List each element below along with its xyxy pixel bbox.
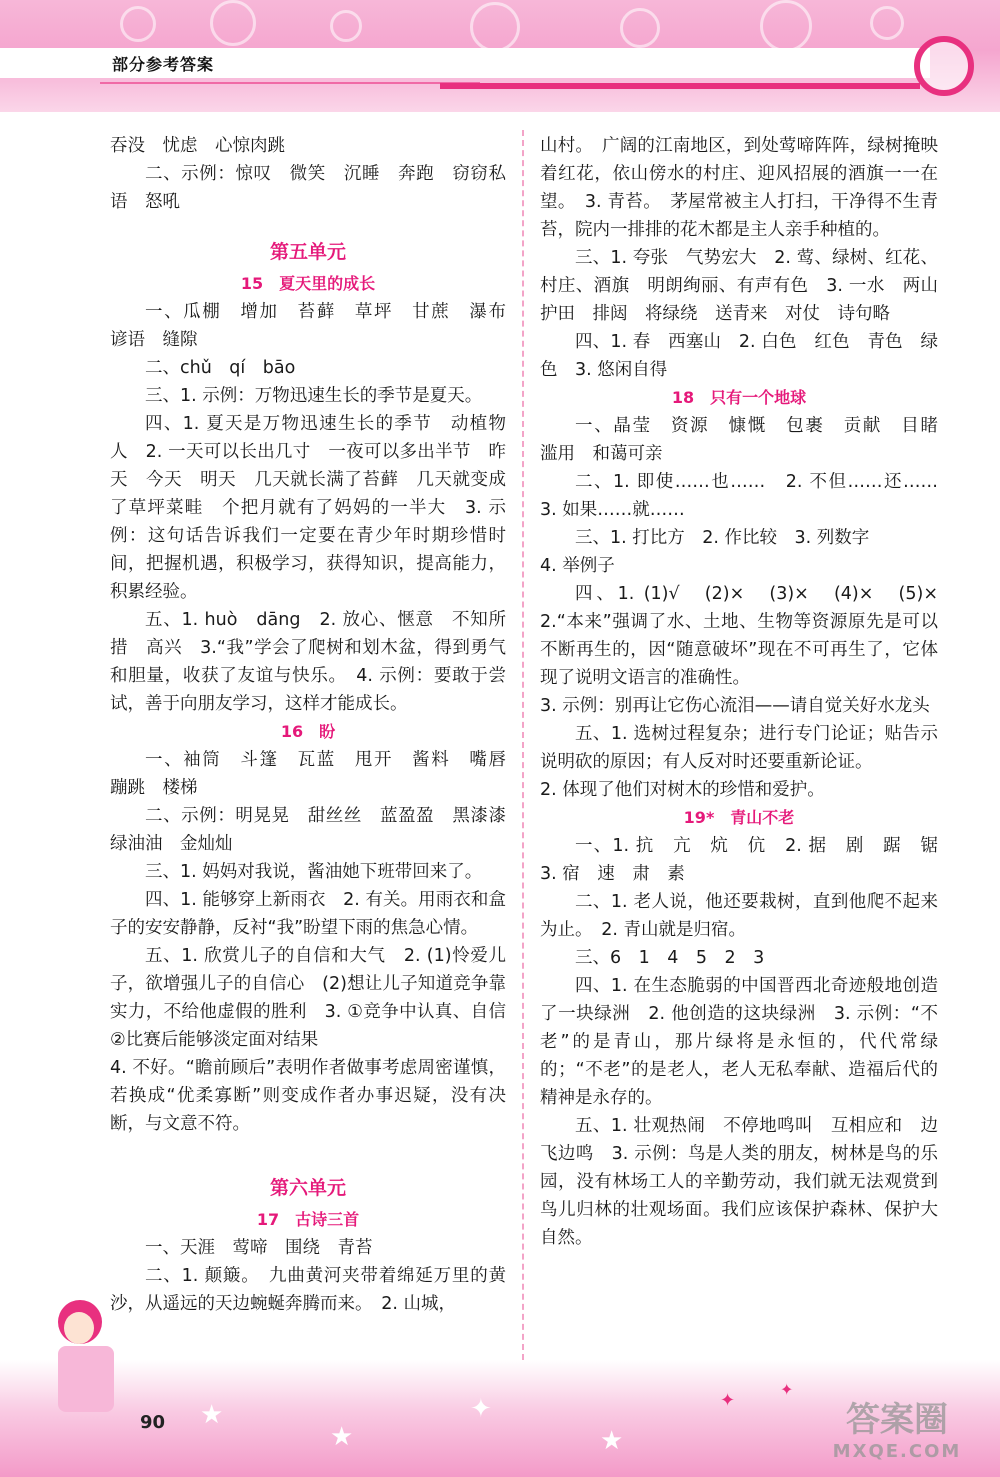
header-ring-icon — [914, 36, 974, 96]
header-rule — [100, 82, 480, 84]
answer-paragraph: 五、1. huò dāng 2. 放心、惬意 不知所措 高兴 3.“我”学会了爬树和划木盆，得到勇气和胆量，收获了友谊与快乐。 4. 示例：要敢于尝试，善于向朋友学习，这样才能成长。 — [110, 610, 506, 714]
star-icon: ★ — [330, 1422, 354, 1452]
decorative-circle — [120, 6, 156, 42]
answer-paragraph: 一、1. 抗 亢 炕 伉 2. 据 剧 踞 锯 3. 宿 速 肃 素 — [540, 836, 956, 884]
decorative-circle — [210, 0, 256, 46]
star-icon: ✦ — [470, 1394, 492, 1424]
decorative-circle — [620, 8, 660, 48]
answer-paragraph: 二、1. 颠簸。 九曲黄河夹带着绵延万里的黄沙，从遥远的天边蜿蜒奔腾而来。 2. 山城， — [110, 1266, 506, 1314]
answer-paragraph: 一、袖筒 斗篷 瓦蓝 甩开 酱料 嘴唇 蹦跳 楼梯 — [110, 750, 524, 798]
decorative-circle — [470, 2, 520, 52]
answer-paragraph: 五、1. 壮观热闹 不停地鸣叫 互相应和 边飞边鸣 3. 示例：鸟是人类的朋友，树林是鸟的乐园，没有林场工人的辛勤劳动，我们就无法观赏到鸟儿归林的壮观场面。我们应该保护森林、保护大自然。 — [540, 1116, 938, 1248]
unit-heading: 第五单元 — [269, 241, 346, 263]
answer-paragraph: 三、1. 示例：万物迅速生长的季节是夏天。 — [145, 386, 483, 406]
answer-paragraph: 三、6 1 4 5 2 3 — [575, 948, 765, 968]
girl-illustration-body — [58, 1346, 114, 1412]
answer-paragraph: 三、1. 夸张 气势宏大 2. 莺、绿树、红花、村庄、酒旗 明朗绚丽、有声有色 3. 一水 两山 护田 排闼 将绿绕 送青来 对仗 诗句略 — [540, 248, 956, 324]
star-icon: ★ — [200, 1400, 224, 1430]
watermark — [812, 1392, 982, 1462]
watermark-line2: MXQE.COM — [832, 1441, 962, 1462]
lesson-heading: 16 盼 — [280, 722, 336, 741]
header-accent-bar — [440, 83, 920, 89]
answer-paragraph: 四、1. 夏天是万物迅速生长的季节 动植物 人 2. 一天可以长出几寸 一夜可以多出半节 昨天 今天 明天 几天就长满了苔藓 几天就变成了草坪菜畦 个把月就有了妈妈的一半大 3. 示例：这句话告诉我们一定要在青少年时期珍惜时间，把握机遇，积极学习，获得知识，提高能力，积累经验。 — [110, 414, 524, 602]
answer-paragraph: 二、chǔ qí bāo — [145, 358, 296, 378]
answer-paragraph: 二、示例：明晃晃 甜丝丝 蓝盈盈 黑漆漆 绿油油 金灿灿 — [110, 806, 524, 854]
answer-paragraph: 吞没 忧虑 心惊肉跳 — [110, 136, 285, 156]
decorative-circle — [330, 10, 362, 42]
star-icon: ✦ — [720, 1390, 736, 1411]
answer-paragraph: 4. 不好。“瞻前顾后”表明作者做事考虑周密谨慎，若换成“优柔寡断”则变成作者办事迟疑，没有决断，与文意不符。 — [110, 1058, 506, 1134]
answer-paragraph: 4. 举例子 — [540, 556, 615, 576]
lesson-heading: 17 古诗三首 — [256, 1210, 360, 1229]
watermark-line1: 答案圈 — [846, 1400, 948, 1440]
page-header-title: 部分参考答案 — [112, 55, 215, 74]
lesson-heading: 18 只有一个地球 — [671, 388, 807, 407]
answer-paragraph: 山村。 广阔的江南地区，到处莺啼阵阵，绿树掩映着红花，依山傍水的村庄、迎风招展的酒旗一一在望。 3. 青苔。 茅屋常被主人打扫，干净得不生青苔，院内一排排的花木都是主人亲手种植的。 — [540, 136, 938, 240]
answer-paragraph: 二、示例：惊叹 微笑 沉睡 奔跑 窃窃私语 怒吼 — [110, 164, 506, 212]
lesson-heading: 19* 青山不老 — [683, 808, 795, 827]
answer-paragraph: 四、1. 在生态脆弱的中国晋西北奇迹般地创造了一块绿洲 2. 他创造的这块绿洲 3. 示例：“不老”的是青山，那片绿将是永恒的，代代常绿的；“不老”的是老人，老人无私奉献、造福后代的精神是永存的。 — [540, 976, 938, 1108]
answer-paragraph: 五、1. 欣赏儿子的自信和大气 2. (1)怜爱儿子，欲增强儿子的自信心 (2)想让儿子知道竞争靠实力，不给他虚假的胜利 3. ①竞争中认真、自信 ②比赛后能够淡定面对结果 — [110, 946, 524, 1050]
right-column — [540, 132, 956, 1252]
answer-paragraph: 三、1. 妈妈对我说，酱油她下班带回来了。 — [145, 862, 483, 882]
page-number: 90 — [140, 1412, 166, 1433]
lesson-heading: 15 夏天里的成长 — [240, 274, 376, 293]
star-icon: ★ — [600, 1426, 624, 1456]
star-icon: ✦ — [780, 1380, 794, 1399]
answer-paragraph: 一、晶莹 资源 慷慨 包裹 贡献 目睹 滥用 和蔼可亲 — [540, 416, 956, 464]
answer-paragraph: 二、1. 即使……也…… 2. 不但……还…… 3. 如果……就…… — [540, 472, 956, 520]
answer-paragraph: 3. 示例：别再让它伤心流泪——请自觉关好水龙头 — [540, 696, 930, 716]
decorative-circle — [870, 6, 904, 40]
answer-paragraph: 二、1. 老人说，他还要栽树，直到他爬不起来为止。 2. 青山就是归宿。 — [540, 892, 938, 940]
answer-paragraph: 一、瓜棚 增加 苔藓 草坪 甘蔗 瀑布 谚语 缝隙 — [110, 302, 524, 350]
column-divider — [522, 130, 524, 1360]
answer-paragraph: 三、1. 打比方 2. 作比较 3. 列数字 — [575, 528, 870, 548]
girl-illustration-face — [64, 1312, 94, 1344]
answer-paragraph: 2. 体现了他们对树木的珍惜和爱护。 — [540, 780, 825, 800]
answer-paragraph: 五、1. 选树过程复杂；进行专门论证；贴告示说明砍的原因；有人反对时还要重新论证。 — [540, 724, 938, 772]
unit-heading: 第六单元 — [269, 1177, 346, 1199]
answer-paragraph: 四、1. 能够穿上新雨衣 2. 有关。用雨衣和盒子的安安静静，反衬“我”盼望下雨的焦急心情。 — [110, 890, 506, 938]
answer-paragraph: 四、1. (1)√ (2)× (3)× (4)× (5)× 2.“本来”强调了水、土地、生物等资源原先是可以不断再生的，因“随意破坏”现在不可再生了，它体现了说明文语言的准确性。 — [540, 584, 956, 688]
left-column — [110, 132, 524, 1318]
answer-paragraph: 四、1. 春 西塞山 2. 白色 红色 青色 绿色 3. 悠闲自得 — [540, 332, 938, 380]
answer-paragraph: 一、天涯 莺啼 围绕 青苔 — [145, 1238, 373, 1258]
decorative-circle — [760, 0, 812, 52]
